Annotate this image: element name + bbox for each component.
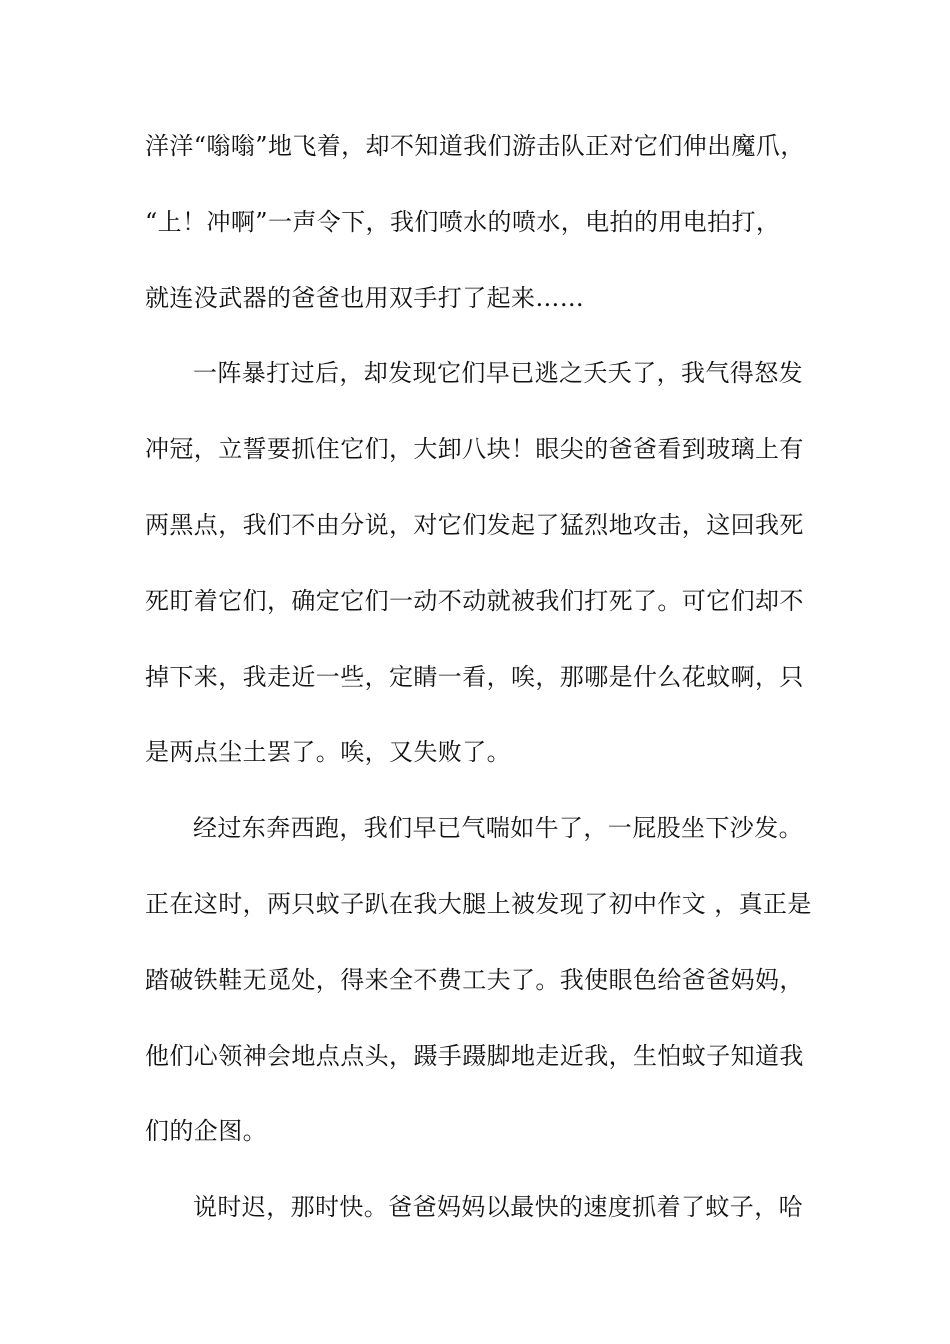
- text-line: 他们心领神会地点点头，蹑手蹑脚地走近我，生怕蚊子知道我: [145, 1041, 804, 1070]
- text-line: 就连没武器的爸爸也用双手打了起来……: [145, 283, 585, 312]
- text-line: 踏破铁鞋无觅处，得来全不费工夫了。我使眼色给爸爸妈妈，: [145, 965, 804, 994]
- text-line: 冲冠，立誓要抓住它们，大卸八块！眼尖的爸爸看到玻璃上有: [145, 435, 804, 464]
- paragraph-first-line: 一阵暴打过后，却发现它们早已逃之夭夭了，我气得怒发: [193, 359, 803, 388]
- essay-body: [145, 126, 810, 1263]
- text-line: 是两点尘土罢了。唉，又失败了。: [145, 738, 511, 767]
- paragraph-first-line: 经过东奔西跑，我们早已气喘如牛了，一屁股坐下沙发。: [193, 814, 803, 843]
- paragraph-first-line: 说时迟，那时快。爸爸妈妈以最快的速度抓着了蚊子，哈: [193, 1193, 803, 1222]
- text-line: 们的企图。: [145, 1117, 267, 1146]
- text-line: 两黑点，我们不由分说，对它们发起了猛烈地攻击，这回我死: [145, 510, 804, 539]
- text-line: 洋洋“嗡嗡”地飞着，却不知道我们游击队正对它们伸出魔爪，: [145, 132, 805, 160]
- text-line: “上！冲啊”一声令下，我们喷水的喷水，电拍的用电拍打，: [145, 207, 781, 236]
- text-line: 正在这时，两只蚊子趴在我大腿上被发现了初中作文 ，真正是: [145, 889, 812, 918]
- text-line: 掉下来，我走近一些，定睛一看，唉，那哪是什么花蚊啊，只: [145, 662, 804, 691]
- text-line: 死盯着它们，确定它们一动不动就被我们打死了。可它们却不: [145, 586, 804, 615]
